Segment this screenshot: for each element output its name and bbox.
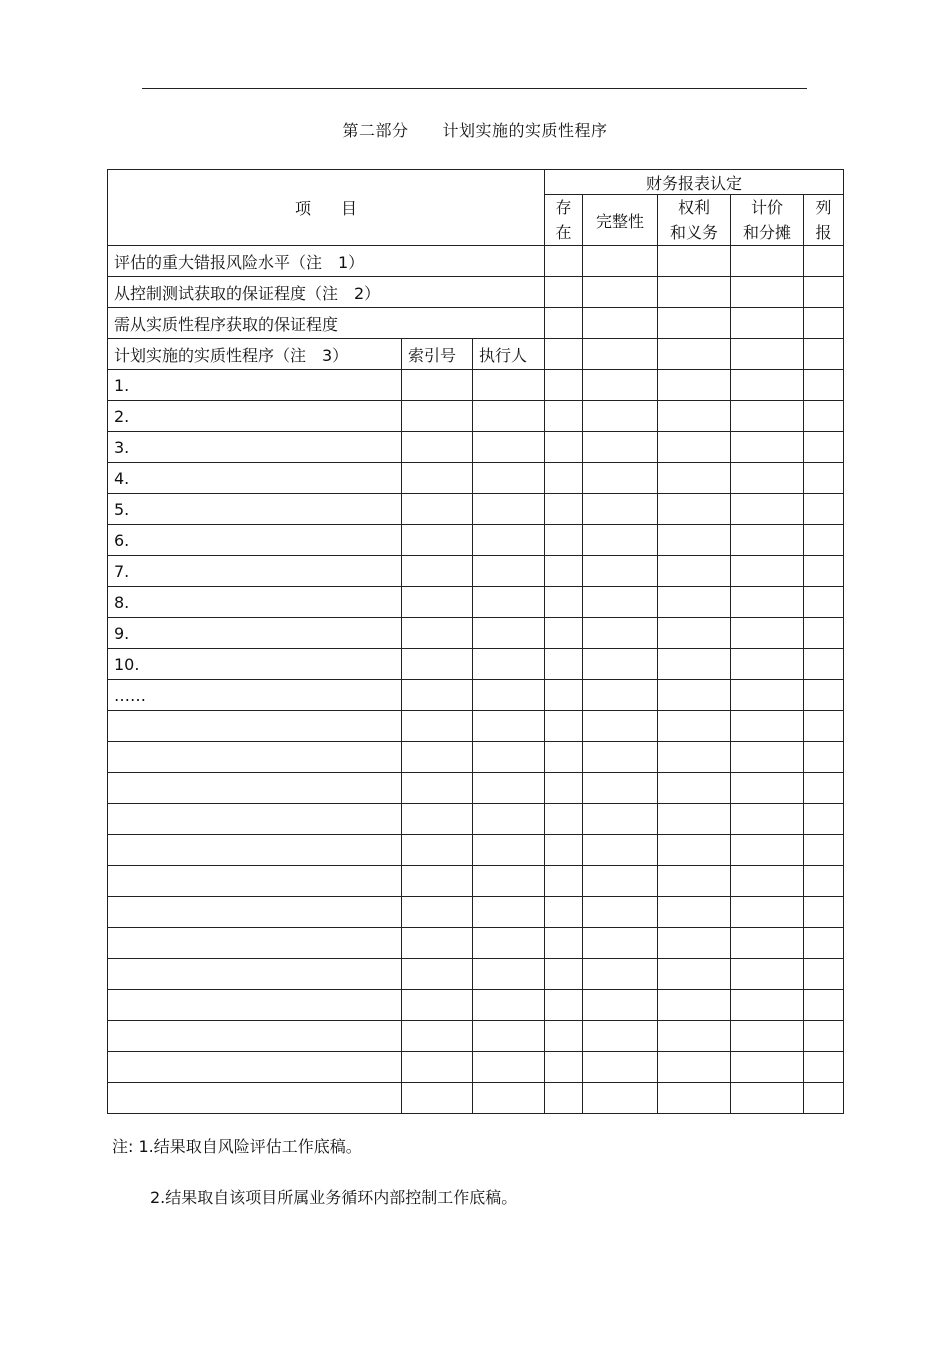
procedure-row-cell [545, 835, 583, 866]
procedure-row-cell [545, 1021, 583, 1052]
procedure-row-label [108, 711, 402, 742]
procedure-row-label [108, 742, 402, 773]
procedure-row-cell [658, 432, 731, 463]
procedure-row-cell [473, 866, 545, 897]
procedure-row-label [108, 897, 402, 928]
assertion-valuation-allocation: 计价 和分摊 [731, 195, 804, 246]
procedure-row-cell [473, 618, 545, 649]
procedure-row-cell [402, 432, 473, 463]
procedure-row-cell [545, 525, 583, 556]
procedure-row-cell [658, 742, 731, 773]
procedure-row-cell [545, 401, 583, 432]
procedure-row-cell [804, 835, 844, 866]
procedure-row-cell [804, 432, 844, 463]
procedure-row-label [108, 928, 402, 959]
procedure-row-cell [473, 525, 545, 556]
procedure-row-cell [583, 401, 658, 432]
procedure-row-label: 3. [108, 432, 402, 463]
procedure-row-cell [804, 587, 844, 618]
procedure-row-cell [731, 1021, 804, 1052]
procedure-row-cell [804, 742, 844, 773]
title-name: 计划实施的实质性程序 [442, 121, 608, 140]
procedure-row-cell [473, 680, 545, 711]
procedure-row-cell [545, 773, 583, 804]
procedure-row-cell [731, 1083, 804, 1114]
procedure-row-cell [731, 711, 804, 742]
procedure-row-cell [583, 835, 658, 866]
procedure-row-cell [545, 370, 583, 401]
procedure-row-cell [731, 432, 804, 463]
procedure-row [108, 525, 844, 556]
procedure-row-cell [402, 804, 473, 835]
procedure-row-cell [545, 804, 583, 835]
procedure-row-cell [473, 897, 545, 928]
procedure-row-cell [583, 680, 658, 711]
procedure-row [108, 773, 844, 804]
procedure-row-cell [473, 990, 545, 1021]
procedure-row [108, 742, 844, 773]
procedure-row-label: 4. [108, 463, 402, 494]
procedure-row-cell [804, 618, 844, 649]
procedure-row-cell [402, 463, 473, 494]
procedure-row-cell [658, 556, 731, 587]
procedure-row-cell [731, 463, 804, 494]
procedure-row-cell [473, 773, 545, 804]
procedure-row-cell [731, 587, 804, 618]
procedure-row-cell [804, 711, 844, 742]
procedure-row-cell [402, 1052, 473, 1083]
procedure-row-cell [473, 587, 545, 618]
procedure-row-cell [473, 463, 545, 494]
assertion-group-header: 财务报表认定 [545, 170, 844, 195]
procedure-row-cell [658, 618, 731, 649]
procedure-row-cell [545, 432, 583, 463]
procedure-row-cell [473, 804, 545, 835]
procedure-row-cell [658, 835, 731, 866]
assertion-presentation: 列 报 [804, 195, 844, 246]
procedure-row-cell [583, 928, 658, 959]
procedure-row-cell [545, 897, 583, 928]
procedure-row-cell [804, 1021, 844, 1052]
procedure-row-cell [731, 804, 804, 835]
procedure-row-cell [402, 742, 473, 773]
risk-row-label: 从控制测试获取的保证程度（注 2） [108, 277, 545, 308]
procedure-row-cell [658, 928, 731, 959]
procedure-header: 计划实施的实质性程序（注 3） [108, 339, 402, 370]
procedure-row-cell [658, 959, 731, 990]
procedure-row [108, 463, 844, 494]
procedure-row-cell [804, 680, 844, 711]
procedure-row-cell [731, 835, 804, 866]
note-1: 注: 1.结果取自风险评估工作底稿。 [112, 1137, 362, 1156]
procedure-row-label [108, 990, 402, 1021]
assertion-completeness: 完整性 [583, 195, 658, 246]
procedure-row-cell [473, 1052, 545, 1083]
procedure-row-cell [731, 959, 804, 990]
risk-row [108, 246, 844, 277]
procedure-row-label: 1. [108, 370, 402, 401]
procedure-row-cell [583, 773, 658, 804]
procedure-row-cell [545, 928, 583, 959]
procedure-row-cell [473, 649, 545, 680]
procedure-row-cell [804, 556, 844, 587]
risk-row-label: 需从实质性程序获取的保证程度 [108, 308, 545, 339]
procedure-row-cell [731, 928, 804, 959]
procedure-row-cell [731, 866, 804, 897]
procedure-row-cell [658, 866, 731, 897]
procedure-row-cell [473, 432, 545, 463]
procedure-row-cell [658, 1083, 731, 1114]
procedure-row-cell [583, 742, 658, 773]
item-header-left: 项 [295, 199, 312, 218]
procedure-row-cell [473, 1021, 545, 1052]
procedure-row-cell [658, 370, 731, 401]
procedure-row-cell [583, 1021, 658, 1052]
assertion-rights-obligations: 权利 和义务 [658, 195, 731, 246]
procedure-row-cell [731, 401, 804, 432]
procedure-row-cell [402, 401, 473, 432]
procedure-row-cell [804, 897, 844, 928]
procedure-row-cell [473, 711, 545, 742]
procedure-row-cell [658, 897, 731, 928]
procedure-row-cell [658, 990, 731, 1021]
title-part: 第二部分 [342, 121, 409, 140]
procedure-row-cell [804, 1083, 844, 1114]
procedure-row-cell [545, 556, 583, 587]
procedure-row-cell [402, 618, 473, 649]
procedure-row-cell [473, 370, 545, 401]
procedure-row-label [108, 1021, 402, 1052]
procedure-row-cell [583, 618, 658, 649]
procedure-row-cell [545, 618, 583, 649]
procedure-row-cell [402, 525, 473, 556]
procedure-row-label [108, 835, 402, 866]
procedure-row-label: 8. [108, 587, 402, 618]
procedure-row-cell [473, 401, 545, 432]
procedure-row-cell [804, 525, 844, 556]
procedure-row-cell [545, 959, 583, 990]
procedure-row-label: 7. [108, 556, 402, 587]
procedure-row-cell [545, 866, 583, 897]
procedure-row-cell [731, 1052, 804, 1083]
procedure-row-cell [402, 711, 473, 742]
procedure-row [108, 370, 844, 401]
procedure-row-cell [731, 897, 804, 928]
procedure-row-cell [402, 990, 473, 1021]
procedure-row-cell [402, 1021, 473, 1052]
procedure-row-cell [804, 928, 844, 959]
procedure-row-cell [731, 649, 804, 680]
procedure-row-cell [583, 525, 658, 556]
procedure-row-cell [658, 649, 731, 680]
risk-row [108, 277, 844, 308]
procedure-row-cell [731, 494, 804, 525]
procedure-row [108, 711, 844, 742]
procedure-row-cell [583, 959, 658, 990]
procedure-row-cell [804, 463, 844, 494]
procedure-row-label: …… [108, 680, 402, 711]
procedure-row-cell [731, 370, 804, 401]
procedure-row-cell [402, 773, 473, 804]
procedure-row-cell [583, 804, 658, 835]
procedure-row-cell [658, 525, 731, 556]
note-2: 2.结果取自该项目所属业务循环内部控制工作底稿。 [150, 1188, 518, 1207]
procedure-row-cell [731, 525, 804, 556]
procedure-row-cell [658, 711, 731, 742]
procedure-row-cell [583, 1052, 658, 1083]
procedure-row-cell [545, 587, 583, 618]
procedure-row-cell [402, 556, 473, 587]
procedure-row-cell [545, 711, 583, 742]
procedure-row-cell [658, 804, 731, 835]
risk-row-label: 评估的重大错报风险水平（注 1） [108, 246, 545, 277]
procedure-row-cell [804, 959, 844, 990]
assertion-existence: 存 在 [545, 195, 583, 246]
procedure-row-cell [402, 680, 473, 711]
procedure-row-cell [545, 649, 583, 680]
procedure-row [108, 618, 844, 649]
procedure-row-cell [658, 680, 731, 711]
procedure-row-cell [402, 370, 473, 401]
procedure-row-cell [583, 866, 658, 897]
procedure-row-cell [402, 928, 473, 959]
top-rule [142, 88, 807, 89]
procedure-row-cell [402, 897, 473, 928]
procedure-row-cell [473, 494, 545, 525]
procedure-row-cell [583, 897, 658, 928]
procedure-row-cell [731, 680, 804, 711]
procedure-row-cell [658, 494, 731, 525]
procedure-row-cell [583, 463, 658, 494]
procedure-row [108, 1083, 844, 1114]
procedure-row [108, 897, 844, 928]
procedure-row [108, 494, 844, 525]
procedure-row-cell [583, 1083, 658, 1114]
procedure-row [108, 928, 844, 959]
procedure-row-cell [731, 618, 804, 649]
index-header: 索引号 [402, 339, 473, 370]
procedure-row-cell [473, 742, 545, 773]
procedure-row-label [108, 1083, 402, 1114]
procedure-row-cell [731, 742, 804, 773]
procedure-row-cell [473, 959, 545, 990]
procedure-row-cell [473, 1083, 545, 1114]
executor-header: 执行人 [473, 339, 545, 370]
procedure-row-cell [804, 494, 844, 525]
procedure-row [108, 990, 844, 1021]
procedure-row [108, 587, 844, 618]
procedure-row-label [108, 773, 402, 804]
procedure-row [108, 1021, 844, 1052]
procedure-row-cell [545, 680, 583, 711]
procedure-row-cell [402, 649, 473, 680]
procedure-row-cell [804, 866, 844, 897]
procedure-row [108, 835, 844, 866]
procedure-row-cell [731, 773, 804, 804]
item-header [108, 170, 545, 246]
procedure-row-cell [402, 494, 473, 525]
procedure-row-label: 10. [108, 649, 402, 680]
procedure-row-cell [545, 1083, 583, 1114]
procedure-row [108, 804, 844, 835]
procedure-row-cell [402, 866, 473, 897]
procedure-row-label: 9. [108, 618, 402, 649]
procedure-row-cell [545, 463, 583, 494]
procedure-row-cell [583, 432, 658, 463]
procedure-row-cell [804, 401, 844, 432]
procedure-row [108, 432, 844, 463]
procedure-row-cell [583, 649, 658, 680]
procedure-row [108, 649, 844, 680]
procedure-row-cell [545, 990, 583, 1021]
procedure-row [108, 680, 844, 711]
procedure-row-label: 6. [108, 525, 402, 556]
procedure-row-cell [658, 1021, 731, 1052]
procedure-row-cell [804, 1052, 844, 1083]
procedure-row [108, 959, 844, 990]
procedure-row-cell [473, 835, 545, 866]
procedure-row-cell [583, 711, 658, 742]
procedure-row-cell [658, 587, 731, 618]
procedure-row-label [108, 804, 402, 835]
procedure-row-label [108, 959, 402, 990]
procedure-row-cell [402, 835, 473, 866]
procedure-row-cell [402, 959, 473, 990]
procedure-row-cell [583, 990, 658, 1021]
procedure-row-cell [804, 370, 844, 401]
risk-row [108, 308, 844, 339]
procedure-row-cell [583, 587, 658, 618]
procedure-row-cell [658, 773, 731, 804]
procedure-row-cell [583, 556, 658, 587]
procedure-row-cell [804, 773, 844, 804]
procedure-row-cell [583, 494, 658, 525]
procedure-row [108, 866, 844, 897]
procedure-row [108, 556, 844, 587]
procedure-row-cell [473, 556, 545, 587]
procedure-row-cell [545, 1052, 583, 1083]
page-title [0, 118, 950, 141]
procedure-row [108, 401, 844, 432]
procedure-row-cell [731, 990, 804, 1021]
procedure-row-cell [658, 401, 731, 432]
procedure-row-cell [583, 370, 658, 401]
procedure-row-cell [658, 1052, 731, 1083]
procedure-row [108, 1052, 844, 1083]
procedure-row-cell [731, 556, 804, 587]
procedure-row-cell [658, 463, 731, 494]
procedure-row-cell [402, 1083, 473, 1114]
procedure-row-label [108, 1052, 402, 1083]
procedure-row-cell [402, 587, 473, 618]
procedure-row-cell [473, 928, 545, 959]
procedure-row-label: 5. [108, 494, 402, 525]
procedure-row-cell [545, 494, 583, 525]
procedure-header-row [108, 339, 844, 370]
item-header-right: 目 [341, 199, 358, 218]
procedure-row-cell [545, 742, 583, 773]
procedure-row-cell [804, 649, 844, 680]
substantive-procedures-table [107, 169, 844, 1114]
procedure-row-label [108, 866, 402, 897]
procedure-row-cell [804, 804, 844, 835]
procedure-row-cell [804, 990, 844, 1021]
procedure-row-label: 2. [108, 401, 402, 432]
